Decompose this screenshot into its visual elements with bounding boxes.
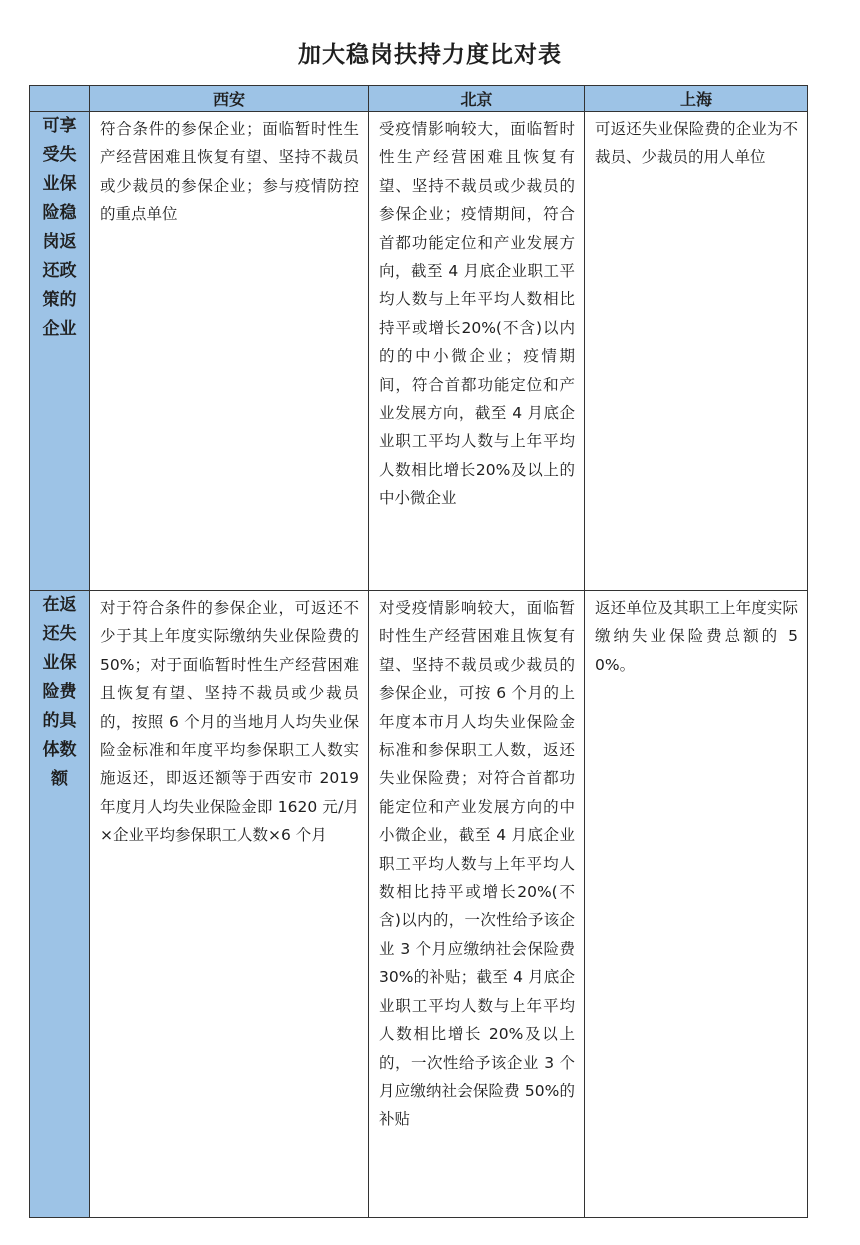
cell-shanghai	[585, 112, 808, 591]
cell-text: 符合条件的参保企业；面临暂时性生产经营困难且恢复有望、坚持不裁员或少裁员的参保企业；参与疫情防控的重点单位	[100, 120, 359, 224]
cell-text: 可返还失业保险费的企业为不裁员、少裁员的用人单位	[595, 120, 798, 167]
comparison-table	[29, 85, 808, 1218]
cell-xian	[90, 112, 369, 591]
header-beijing: 北京	[369, 86, 585, 112]
row-label: 可享受失业保险稳岗返还政策的企业	[42, 116, 77, 339]
header-corner	[30, 86, 90, 112]
header-shanghai: 上海	[585, 86, 808, 112]
cell-xian	[90, 591, 369, 1218]
cell-beijing	[369, 112, 585, 591]
cell-text: 受疫情影响较大，面临暂时性生产经营困难且恢复有望、坚持不裁员或少裁员的参保企业；疫情期间，符合首都功能定位和产业发展方向，截至 4 月底企业职工平均人数与上年平均人数相比持平或增长20%(不含)以内的的中小微企业；疫情期间，符合首都功能定位和产业发展方向，截至 4 月底企业职工平均人数与上年平均人数相比增长20%及以上的中小微企业	[379, 120, 575, 508]
cell-beijing	[369, 591, 585, 1218]
header-xian: 西安	[90, 86, 369, 112]
row-label-cell	[30, 112, 90, 591]
page-title: 加大稳岗扶持力度比对表	[298, 42, 562, 68]
cell-text: 对于符合条件的参保企业，可返还不少于其上年度实际缴纳失业保险费的 50%；对于面临暂时性生产经营困难且恢复有望、坚持不裁员或少裁员的，按照 6 个月的当地月人均失业保险金标准和年度平均参保职工人数实施返还，即返还额等于西安市 2019 年度月人均失业保险金即 1620 元/月×企业平均参保职工人数×6 个月	[100, 599, 359, 845]
table-row	[30, 112, 808, 591]
table-header-row	[30, 86, 808, 112]
row-label: 在返还失业保险费的具体数额	[42, 595, 77, 789]
cell-shanghai	[585, 591, 808, 1218]
cell-text: 对受疫情影响较大，面临暂时性生产经营困难且恢复有望、坚持不裁员或少裁员的参保企业，可按 6 个月的上年度本市月人均失业保险金标准和参保职工人数，返还失业保险费；对符合首都功能定位和产业发展方向的中小微企业，截至 4 月底企业职工平均人数与上年平均人数相比持平或增长20%(不含)以内的，一次性给予该企业 3 个月应缴纳社会保险费 30%的补贴；截至 4 月底企业职工平均人数与上年平均人数相比增长 20%及以上的，一次性给予该企业 3 个月应缴纳社会保险费 50%的补贴	[379, 599, 575, 1129]
table-row	[30, 591, 808, 1218]
cell-text: 返还单位及其职工上年度实际缴纳失业保险费总额的 50%。	[595, 599, 798, 674]
row-label-cell	[30, 591, 90, 1218]
